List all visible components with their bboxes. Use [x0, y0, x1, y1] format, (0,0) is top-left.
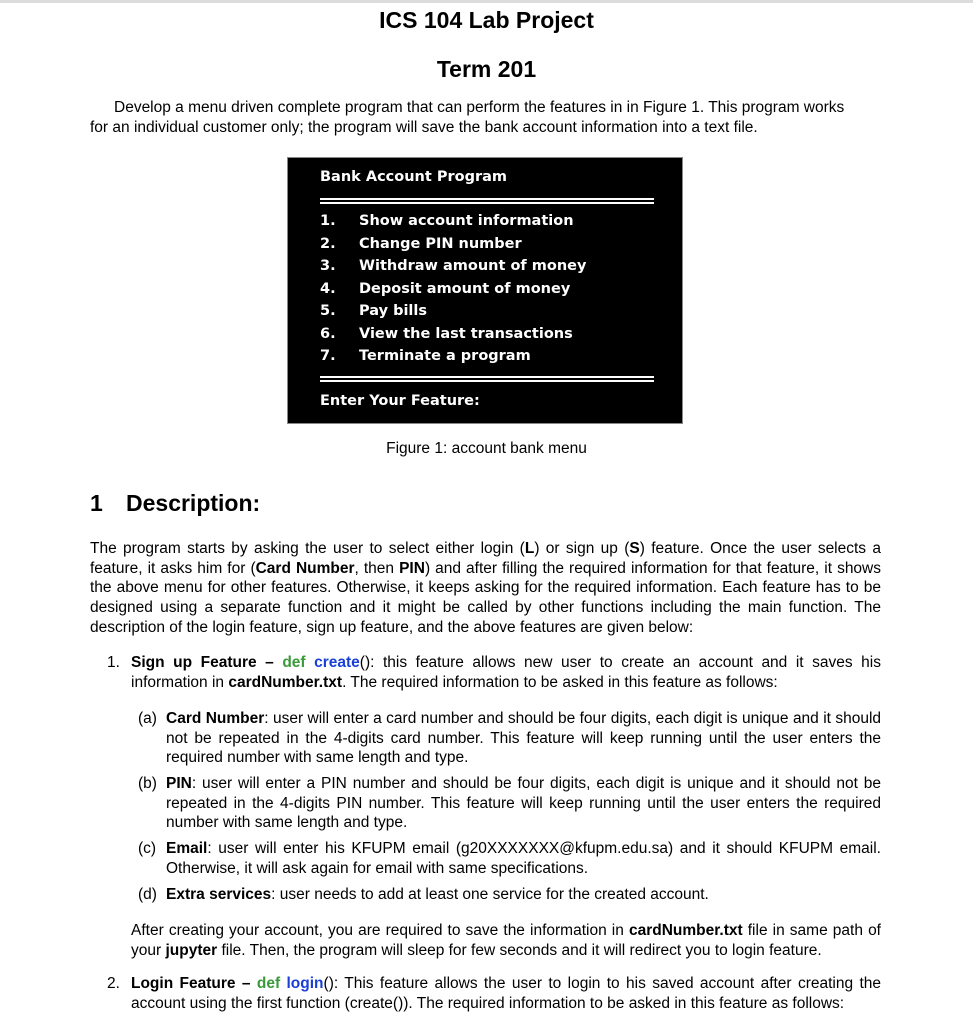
- def-keyword: def: [256, 975, 281, 992]
- login-key: L: [524, 540, 535, 557]
- document-term: Term 201: [436, 56, 537, 82]
- menu-item-number: 7.: [320, 348, 336, 364]
- intro-line-1: Develop a menu driven complete program that can perform the features in in Figure 1. This program works: [114, 99, 845, 116]
- subitem-extra-services: [166, 885, 881, 905]
- subitem-text: : user will enter a card number and should be four digits, each digit is unique and it should not be repeated in the 4-digits card number. This feature will keep running until the user enters the required number with same length and type.: [166, 710, 882, 767]
- top-border: [0, 0, 973, 3]
- text-run: After creating your account, you are required to save the information in: [131, 922, 629, 939]
- list-number-1: 1.: [107, 654, 120, 671]
- intro-line-2: for an individual customer only; the program will save the bank account information into a text file.: [90, 118, 758, 136]
- filename: cardNumber.txt: [628, 922, 743, 939]
- sublist-label-a: (a): [138, 710, 157, 727]
- signup-key: S: [629, 540, 640, 557]
- menu-item-label: Show account information: [359, 213, 574, 229]
- subitem-title: Card Number: [166, 710, 265, 727]
- menu-item-label: Terminate a program: [359, 348, 531, 364]
- sublist-label-c: (c): [138, 840, 157, 857]
- function-name-login: login: [286, 975, 324, 992]
- document-title: ICS 104 Lab Project: [379, 7, 594, 33]
- menu-item-number: 2.: [320, 236, 336, 252]
- def-keyword: def: [282, 654, 306, 671]
- text-run: ) feature. Once the user selects a feature, it asks him for (: [90, 540, 881, 577]
- console-title: Bank Account Program: [320, 169, 508, 185]
- description-paragraph: [90, 539, 881, 638]
- text-run: (): this feature allows new user to create an account and it saves his information in: [131, 654, 881, 691]
- console-separator-bottom: [320, 376, 654, 382]
- menu-item-number: 3.: [320, 258, 336, 274]
- subitem-text: : user will enter his KFUPM email (g20XXXXXXX@kfupm.edu.sa) and it should KFUPM email. Otherwise, it will ask again for email with same specifications.: [166, 840, 881, 877]
- menu-item-label: View the last transactions: [359, 326, 573, 342]
- sublist-label-d: (d): [138, 886, 157, 903]
- card-number-term: Card Number: [255, 559, 355, 577]
- list-number-2: 2.: [107, 975, 120, 992]
- login-feature-item: [131, 974, 881, 1013]
- login-feature-title: Login Feature –: [131, 975, 257, 992]
- subitem-title: Email: [166, 840, 208, 857]
- function-name-create: create: [314, 654, 360, 671]
- console-separator-top: [320, 198, 654, 204]
- text-run: The program starts by asking the user to select either login (: [90, 540, 525, 557]
- menu-item-label: Withdraw amount of money: [359, 258, 587, 274]
- text-run: ) and after filling the required information for that feature, it shows the above menu for other features. Otherwise, it keeps asking for the required information. Each feature has to be designed using a separate function and it might be called by other functions including the main function. The description of the login feature, sign up feature, and the above features are given below:: [90, 559, 881, 636]
- menu-item-number: 5.: [320, 303, 336, 319]
- section-title: Description:: [126, 490, 261, 516]
- subitem-card-number: [166, 709, 881, 768]
- section-number: 1: [90, 490, 103, 516]
- subitem-text: : user needs to add at least one service for the created account.: [271, 886, 709, 903]
- subitem-title: PIN: [166, 775, 192, 792]
- subitem-email: [166, 839, 881, 878]
- figure-console: [287, 157, 683, 424]
- menu-item-number: 1.: [320, 213, 336, 229]
- menu-item-label: Change PIN number: [359, 236, 522, 252]
- text-run: ) or sign up (: [534, 540, 630, 557]
- menu-item-label: Pay bills: [359, 303, 427, 319]
- after-signup-paragraph: [131, 921, 881, 960]
- intro-paragraph: [90, 98, 881, 137]
- pin-term: PIN: [399, 559, 425, 577]
- subitem-text: : user will enter a PIN number and should be four digits, each digit is unique and it should not be repeated in the 4-digits PIN number. This feature will keep running until the user enters the required number with same length and type.: [166, 775, 881, 832]
- filename: cardNumber.txt: [228, 673, 343, 691]
- sublist-label-b: (b): [138, 775, 157, 792]
- text-run: . The required information to be asked in this feature as follows:: [342, 673, 778, 691]
- figure-caption: Figure 1: account bank menu: [386, 440, 587, 457]
- signup-feature-title: Sign up Feature –: [131, 654, 283, 671]
- signup-feature-item: [131, 653, 881, 692]
- console-prompt: Enter Your Feature:: [320, 393, 480, 409]
- text-run: (): This feature allows the user to login to his saved account after creating the account using the first function (create()). The required information to be asked in this feature as follows:: [131, 975, 882, 1012]
- menu-item-label: Deposit amount of money: [359, 281, 571, 297]
- text-run: , then: [354, 559, 400, 577]
- menu-item-number: 4.: [320, 281, 336, 297]
- subitem-title: Extra services: [166, 886, 272, 903]
- text-run: file. Then, the program will sleep for few seconds and it will redirect you to login feature.: [217, 941, 822, 959]
- menu-item-number: 6.: [320, 326, 336, 342]
- subitem-pin: [166, 774, 881, 833]
- jupyter-term: jupyter: [165, 941, 218, 959]
- text-run: file in same path of your: [131, 922, 881, 959]
